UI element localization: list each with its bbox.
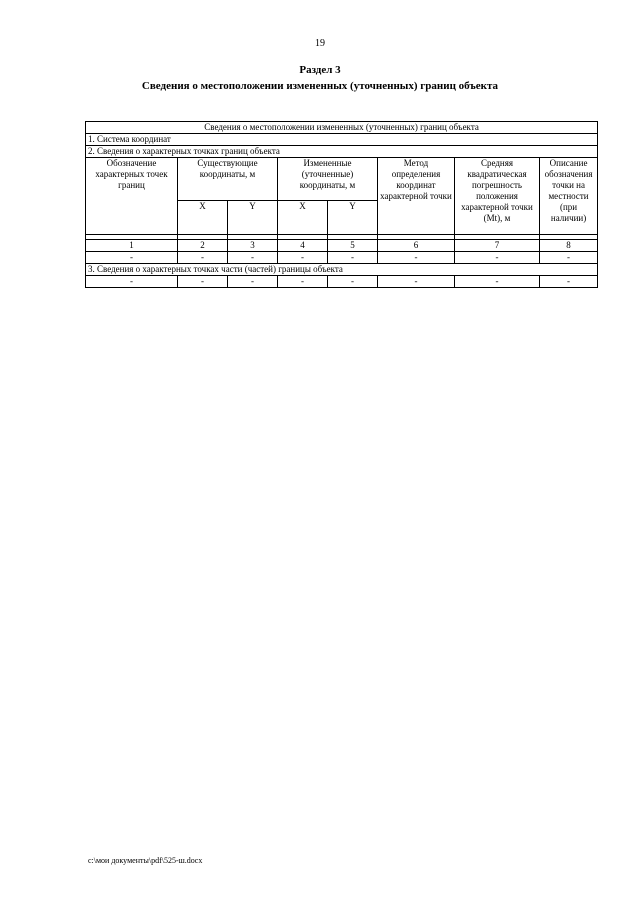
section-subtitle: Сведения о местоположении измененных (уточненных) границ объекта — [141, 80, 499, 92]
header-changed-coords: Измененные (уточненные) координаты, м — [278, 158, 378, 201]
subheader-y-existing: Y — [228, 201, 278, 235]
header-method: Метод определения координат характерной точки — [378, 158, 455, 235]
column-number: 5 — [328, 240, 378, 252]
header-point-designation: Обозначение характерных точек границ — [86, 158, 178, 235]
boundary-parts-row: 3. Сведения о характерных точках части (частей) границы объекта — [86, 264, 598, 276]
header-description: Описание обозначения точки на местности (при наличии) — [540, 158, 598, 235]
table-cell: - — [178, 252, 228, 264]
table-cell: - — [178, 276, 228, 288]
column-number: 2 — [178, 240, 228, 252]
table-cell: - — [278, 276, 328, 288]
subheader-x-changed: X — [278, 201, 328, 235]
column-numbers-row — [86, 240, 598, 252]
table-cell: - — [378, 252, 455, 264]
table-cell: - — [86, 276, 178, 288]
column-number: 7 — [455, 240, 540, 252]
column-number: 6 — [378, 240, 455, 252]
table-cell: - — [228, 252, 278, 264]
table-cell: - — [455, 252, 540, 264]
section-title: Раздел 3 — [299, 64, 341, 76]
page-number: 19 — [315, 38, 325, 49]
boundary-points-row: 2. Сведения о характерных точках границ объекта — [86, 146, 598, 158]
column-number: 1 — [86, 240, 178, 252]
table-cell: - — [540, 252, 598, 264]
table-cell: - — [328, 252, 378, 264]
boundary-points-table — [85, 121, 598, 288]
column-number: 8 — [540, 240, 598, 252]
table-cell: - — [540, 276, 598, 288]
table-cell: - — [278, 252, 328, 264]
table-caption: Сведения о местоположении измененных (уточненных) границ объекта — [86, 122, 598, 134]
table-row — [86, 276, 598, 288]
table-cell: - — [328, 276, 378, 288]
header-error: Средняя квадратическая погрешность положения характерной точки (Mt), м — [455, 158, 540, 235]
subheader-y-changed: Y — [328, 201, 378, 235]
table-cell: - — [455, 276, 540, 288]
table-cell: - — [228, 276, 278, 288]
subheader-x-existing: X — [178, 201, 228, 235]
footer-file-path: c:\мои документы\pdf\525-ш.docx — [88, 856, 203, 865]
table-cell: - — [86, 252, 178, 264]
table-row — [86, 252, 598, 264]
table-cell: - — [378, 276, 455, 288]
coord-system-row: 1. Система координат — [86, 134, 598, 146]
column-number: 3 — [228, 240, 278, 252]
header-existing-coords: Существующие координаты, м — [178, 158, 278, 201]
column-number: 4 — [278, 240, 328, 252]
